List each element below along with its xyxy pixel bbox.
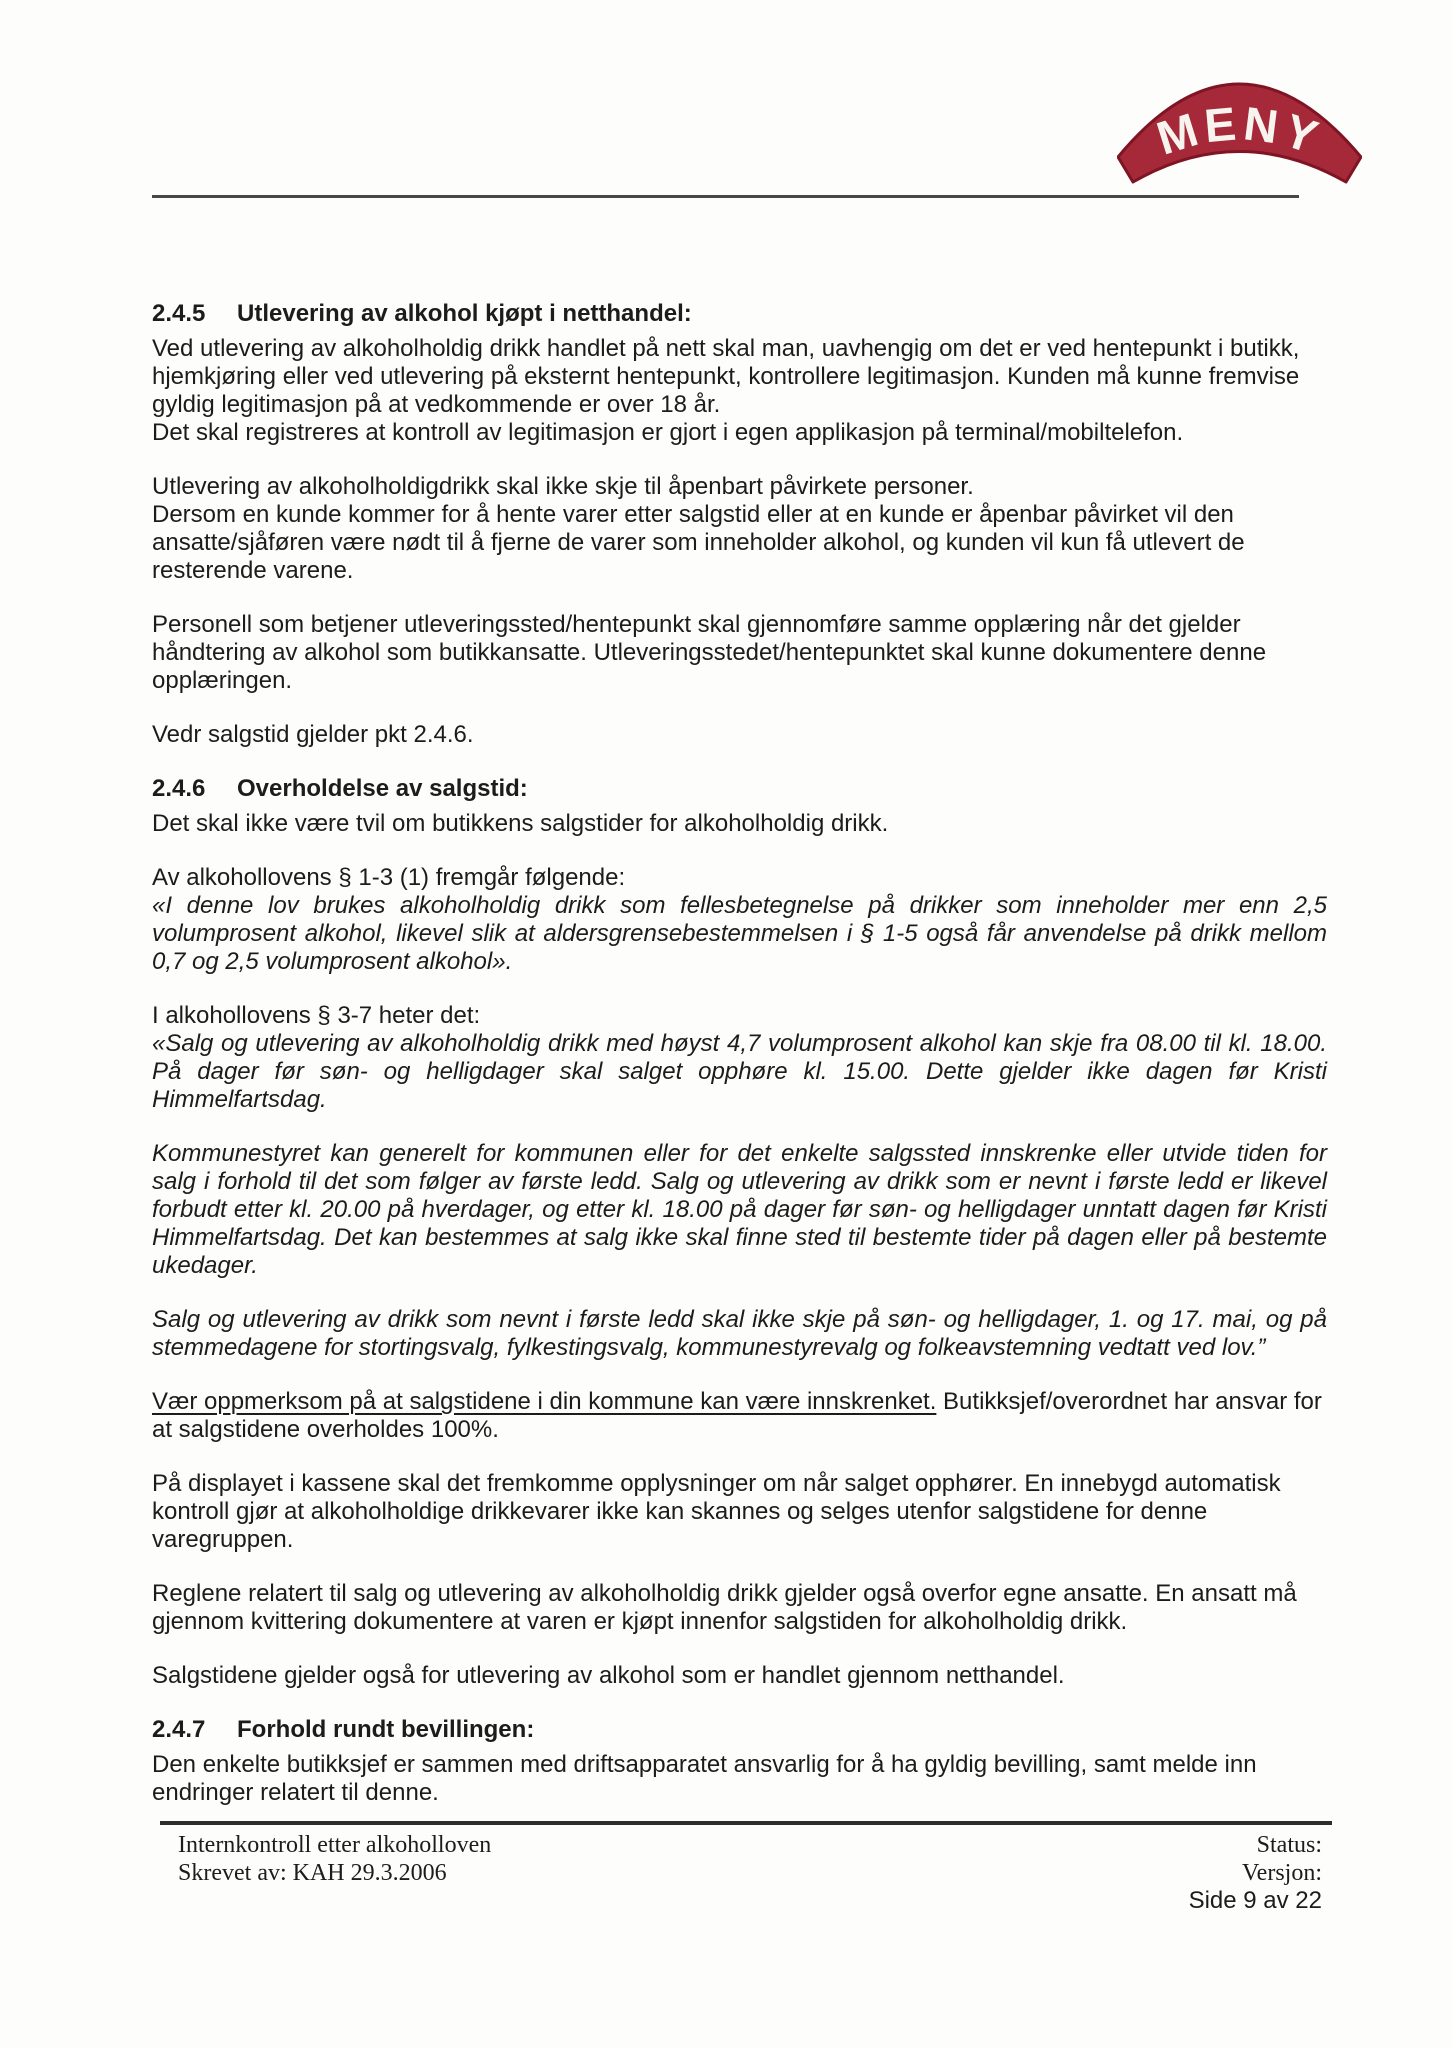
section-title: Utlevering av alkohol kjøpt i netthandel: [237, 300, 692, 327]
section-number: 2.4.5 [152, 300, 206, 327]
legal-quote: Salg og utlevering av drikk som nevnt i første ledd skal ikke skje på søn- og helligdager, 1. og 17. mai, og på stemmedagene for stortingsvalg, fylkestingsvalg, kommunestyrevalg og folkeavstemning vedtatt ved lov.” [152, 1306, 1327, 1361]
section-title: Overholdelse av salgstid: [237, 775, 528, 802]
legal-quote: Kommunestyret kan generelt for kommunen eller for det enkelte salgssted innskrenke eller utvide tiden for salg i forhold til det som følger av første ledd. Salg og utlevering av drikk som er nevnt i første ledd er likevel forbudt etter kl. 20.00 på hverdager, og etter kl. 18.00 på dager før søn- og helligdager unntatt dagen før Kristi Himmelfartsdag. Det kan bestemmes at salg ikke skal finne sted til bestemte tider på dagen eller på bestemte ukedager. [152, 1140, 1327, 1279]
paragraph: Det skal registreres at kontroll av legitimasjon er gjort i egen applikasjon på terminal/mobiltelefon. [152, 419, 1184, 446]
footer-divider [160, 1821, 1332, 1825]
paragraph: Reglene relatert til salg og utlevering av alkoholholdig drikk gjelder også overfor egne ansatte. En ansatt må gjennom kvittering dokumentere at varen er kjøpt innenfor salgstiden for alkoholholdig drikk. [152, 1580, 1297, 1635]
paragraph: Utlevering av alkoholholdigdrikk skal ikke skje til åpenbart påvirkete personer. [152, 473, 974, 500]
footer-status-label: Status: [1256, 1832, 1322, 1858]
header-divider [152, 195, 1299, 198]
footer-written-by: Skrevet av: KAH 29.3.2006 [178, 1860, 447, 1886]
paragraph-warning [152, 1388, 1327, 1444]
paragraph: Det skal ikke være tvil om butikkens salgstider for alkoholholdig drikk. [152, 810, 889, 837]
section-heading-2-4-7 [152, 1716, 1327, 1744]
paragraph: Den enkelte butikksjef er sammen med driftsapparatet ansvarlig for å ha gyldig bevilling, samt melde inn endringer relatert til denne. [152, 1751, 1257, 1806]
footer-version-label: Versjon: [1242, 1860, 1322, 1886]
paragraph: Salgstidene gjelder også for utlevering av alkohol som er handlet gjennom netthandel. [152, 1662, 1065, 1689]
paragraph: Personell som betjener utleveringssted/hentepunkt skal gjennomføre samme opplæring når det gjelder håndtering av alkohol som butikkansatte. Utleveringsstedet/hentepunktet skal kunne dokumentere denne opplæringen. [152, 611, 1267, 694]
legal-quote: «I denne lov brukes alkoholholdig drikk som fellesbetegnelse på drikker som inneholder mer enn 2,5 volumprosent alkohol, likevel slik at aldersgrensebestemmelsen i § 1-5 også får anvendelse på drikk mellom 0,7 og 2,5 volumprosent alkohol». [152, 892, 1327, 975]
paragraph: Dersom en kunde kommer for å hente varer etter salgstid eller at en kunde er åpenbar påvirket vil den ansatte/sjåføren være nødt til å fjerne de varer som inneholder alkohol, og kunden vil kun få utlevert de resterende varene. [152, 501, 1245, 584]
section-title: Forhold rundt bevillingen: [237, 1716, 535, 1743]
footer-right [1189, 1831, 1322, 1915]
underlined-warning-text: Vær oppmerksom på at salgstidene i din kommune kan være innskrenket. [152, 1388, 937, 1415]
footer-page-number: Side 9 av 22 [1188, 1887, 1322, 1914]
section-heading-2-4-5 [152, 300, 1327, 328]
paragraph: Ved utlevering av alkoholholdig drikk handlet på nett skal man, uavhengig om det er ved hentepunkt i butikk, hjemkjøring eller ved utlevering på eksternt hentepunkt, kontrollere legitimasjon. Kunden må kunne fremvise gyldig legitimasjon på at vedkommende er over 18 år. [152, 335, 1300, 418]
legal-quote: «Salg og utlevering av alkoholholdig drikk med høyst 4,7 volumprosent alkohol kan skje fra 08.00 til kl. 18.00. På dager før søn- og helligdager skal salget opphøre kl. 15.00. Dette gjelder ikke dagen før Kristi Himmelfartsdag. [152, 1030, 1327, 1113]
meny-logo-text: MENY [1150, 96, 1329, 166]
paragraph: Av alkohollovens § 1-3 (1) fremgår følgende: [152, 864, 626, 891]
paragraph: På displayet i kassene skal det fremkomme opplysninger om når salget opphører. En innebygd automatisk kontroll gjør at alkoholholdige drikkevarer ikke kan skannes og selges utenfor salgstidene for denne varegruppen. [152, 1470, 1281, 1553]
section-heading-2-4-6 [152, 775, 1327, 803]
paragraph: I alkohollovens § 3-7 heter det: [152, 1002, 481, 1029]
footer-left [178, 1831, 491, 1887]
section-number: 2.4.7 [152, 1716, 206, 1743]
warning-continuation: Butikksjef/overordnet har ansvar for at salgstidene overholdes 100%. [152, 1388, 1322, 1443]
footer-doc-title: Internkontroll etter alkoholloven [178, 1832, 492, 1858]
paragraph: Vedr salgstid gjelder pkt 2.4.6. [152, 721, 474, 748]
document-body [152, 300, 1327, 1833]
meny-logo [1117, 80, 1362, 192]
section-number: 2.4.6 [152, 775, 206, 802]
